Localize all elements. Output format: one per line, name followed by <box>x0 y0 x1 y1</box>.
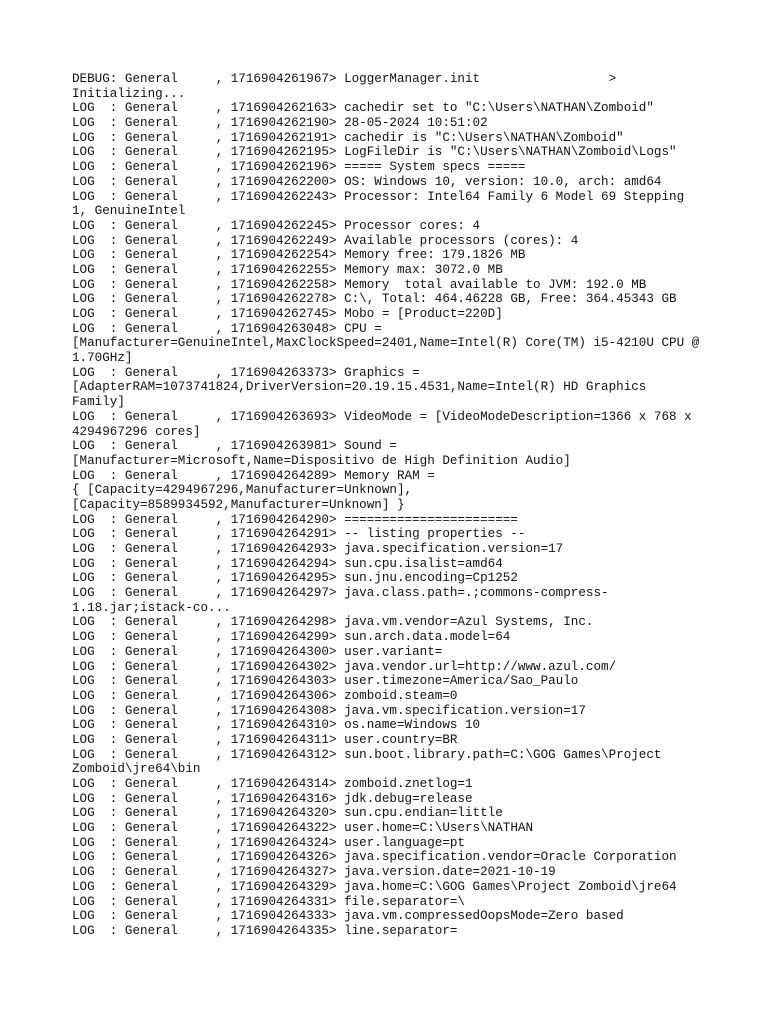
document-page <box>72 72 712 939</box>
log-line: LOG : General , 1716904262196> ===== System specs ===== <box>72 160 526 175</box>
log-line: LOG : General , 1716904264293> java.specification.version=17 <box>72 542 564 556</box>
log-line: LOG : General , 1716904262278> C:\, Total: 464.46228 GB, Free: 364.45343 GB <box>72 292 677 307</box>
log-line: LOG : General , 1716904262245> Processor cores: 4 <box>72 218 481 233</box>
log-line: LOG : General , 1716904262249> Available processors (cores): 4 <box>72 233 579 248</box>
log-line: [AdapterRAM=1073741824,DriverVersion=20.19.15.4531,Name=Intel(R) HD Graphics <box>72 380 647 395</box>
log-line: LOG : General , 1716904264329> java.home=C:\GOG Games\Project Zomboid\jre64 <box>72 879 677 894</box>
log-line: LOG : General , 1716904264310> os.name=Windows 10 <box>72 718 481 733</box>
log-line: LOG : General , 1716904264302> java.vendor.url=http://www.azul.com/ <box>72 659 617 674</box>
log-line: LOG : General , 1716904264290> ======================= <box>72 512 518 527</box>
log-line: LOG : General , 1716904262191> cachedir is "C:\Users\NATHAN\Zomboid" <box>72 130 624 145</box>
log-line: LOG : General , 1716904264311> user.country=BR <box>72 732 458 747</box>
log-line: DEBUG: General , 1716904261967> LoggerManager.init > <box>72 72 617 86</box>
log-line: 1.18.jar;istack-co... <box>72 600 231 615</box>
log-line: LOG : General , 1716904264320> sun.cpu.endian=little <box>72 806 503 821</box>
log-line: LOG : General , 1716904264335> line.separator= <box>72 923 458 938</box>
log-line: LOG : General , 1716904264331> file.separator=\ <box>72 894 465 909</box>
log-line: LOG : General , 1716904264308> java.vm.specification.version=17 <box>72 703 586 718</box>
log-line: LOG : General , 1716904264306> zomboid.steam=0 <box>72 688 458 703</box>
log-line: Zomboid\jre64\bin <box>72 762 201 777</box>
log-line: Initializing... <box>72 86 186 101</box>
log-line: LOG : General , 1716904262243> Processor: Intel64 Family 6 Model 69 Stepping <box>72 189 685 204</box>
log-line: LOG : General , 1716904262258> Memory total available to JVM: 192.0 MB <box>72 277 647 292</box>
log-line: LOG : General , 1716904263981> Sound = <box>72 439 397 454</box>
log-line: LOG : General , 1716904264316> jdk.debug=release <box>72 791 473 806</box>
log-line: LOG : General , 1716904262255> Memory max: 3072.0 MB <box>72 262 503 277</box>
log-line: LOG : General , 1716904264289> Memory RAM = <box>72 468 435 483</box>
log-line: LOG : General , 1716904264300> user.variant= <box>72 644 443 659</box>
log-line: [Manufacturer=GenuineIntel,MaxClockSpeed=2401,Name=Intel(R) Core(TM) i5-4210U CPU @ <box>72 336 700 351</box>
log-line: LOG : General , 1716904264295> sun.jnu.encoding=Cp1252 <box>72 571 518 586</box>
log-line: 1.70GHz] <box>72 351 133 366</box>
log-line: Family] <box>72 395 125 410</box>
log-line: LOG : General , 1716904262190> 28-05-2024 10:51:02 <box>72 116 488 131</box>
log-line: LOG : General , 1716904264312> sun.boot.library.path=C:\GOG Games\Project <box>72 747 662 762</box>
log-text-block <box>72 72 712 939</box>
log-line: LOG : General , 1716904264291> -- listing properties -- <box>72 527 526 542</box>
log-line: LOG : General , 1716904264322> user.home=C:\Users\NATHAN <box>72 821 534 836</box>
log-line: LOG : General , 1716904262195> LogFileDir is "C:\Users\NATHAN\Zomboid\Logs" <box>72 145 677 160</box>
log-line: LOG : General , 1716904264297> java.class.path=.;commons-compress- <box>72 586 609 601</box>
log-line: LOG : General , 1716904264303> user.timezone=America/Sao_Paulo <box>72 674 579 689</box>
log-line: LOG : General , 1716904264326> java.specification.vendor=Oracle Corporation <box>72 850 677 865</box>
log-line: LOG : General , 1716904264324> user.language=pt <box>72 835 465 850</box>
log-line: { [Capacity=4294967296,Manufacturer=Unknown], <box>72 483 413 498</box>
log-line: LOG : General , 1716904263048> CPU = <box>72 321 382 336</box>
log-line: LOG : General , 1716904263693> VideoMode = [VideoModeDescription=1366 x 768 x <box>72 409 692 424</box>
log-line: LOG : General , 1716904263373> Graphics = <box>72 365 420 380</box>
log-line: LOG : General , 1716904262745> Mobo = [Product=220D] <box>72 307 503 321</box>
log-line: LOG : General , 1716904264299> sun.arch.data.model=64 <box>72 630 511 645</box>
log-line: 1, GenuineIntel <box>72 204 186 219</box>
log-line: LOG : General , 1716904262254> Memory free: 179.1826 MB <box>72 248 526 263</box>
log-line: [Manufacturer=Microsoft,Name=Dispositivo de High Definition Audio] <box>72 453 571 468</box>
log-line: LOG : General , 1716904264314> zomboid.znetlog=1 <box>72 777 473 791</box>
log-line: LOG : General , 1716904264294> sun.cpu.isalist=amd64 <box>72 556 503 571</box>
log-line: LOG : General , 1716904264333> java.vm.compressedOopsMode=Zero based <box>72 909 624 924</box>
log-line: LOG : General , 1716904262200> OS: Windows 10, version: 10.0, arch: amd64 <box>72 174 662 189</box>
log-line: LOG : General , 1716904264327> java.version.date=2021-10-19 <box>72 865 556 880</box>
log-line: LOG : General , 1716904262163> cachedir set to "C:\Users\NATHAN\Zomboid" <box>72 101 654 116</box>
log-line: LOG : General , 1716904264298> java.vm.vendor=Azul Systems, Inc. <box>72 615 594 630</box>
log-line: 4294967296 cores] <box>72 424 201 439</box>
log-line: [Capacity=8589934592,Manufacturer=Unknown] } <box>72 497 405 512</box>
